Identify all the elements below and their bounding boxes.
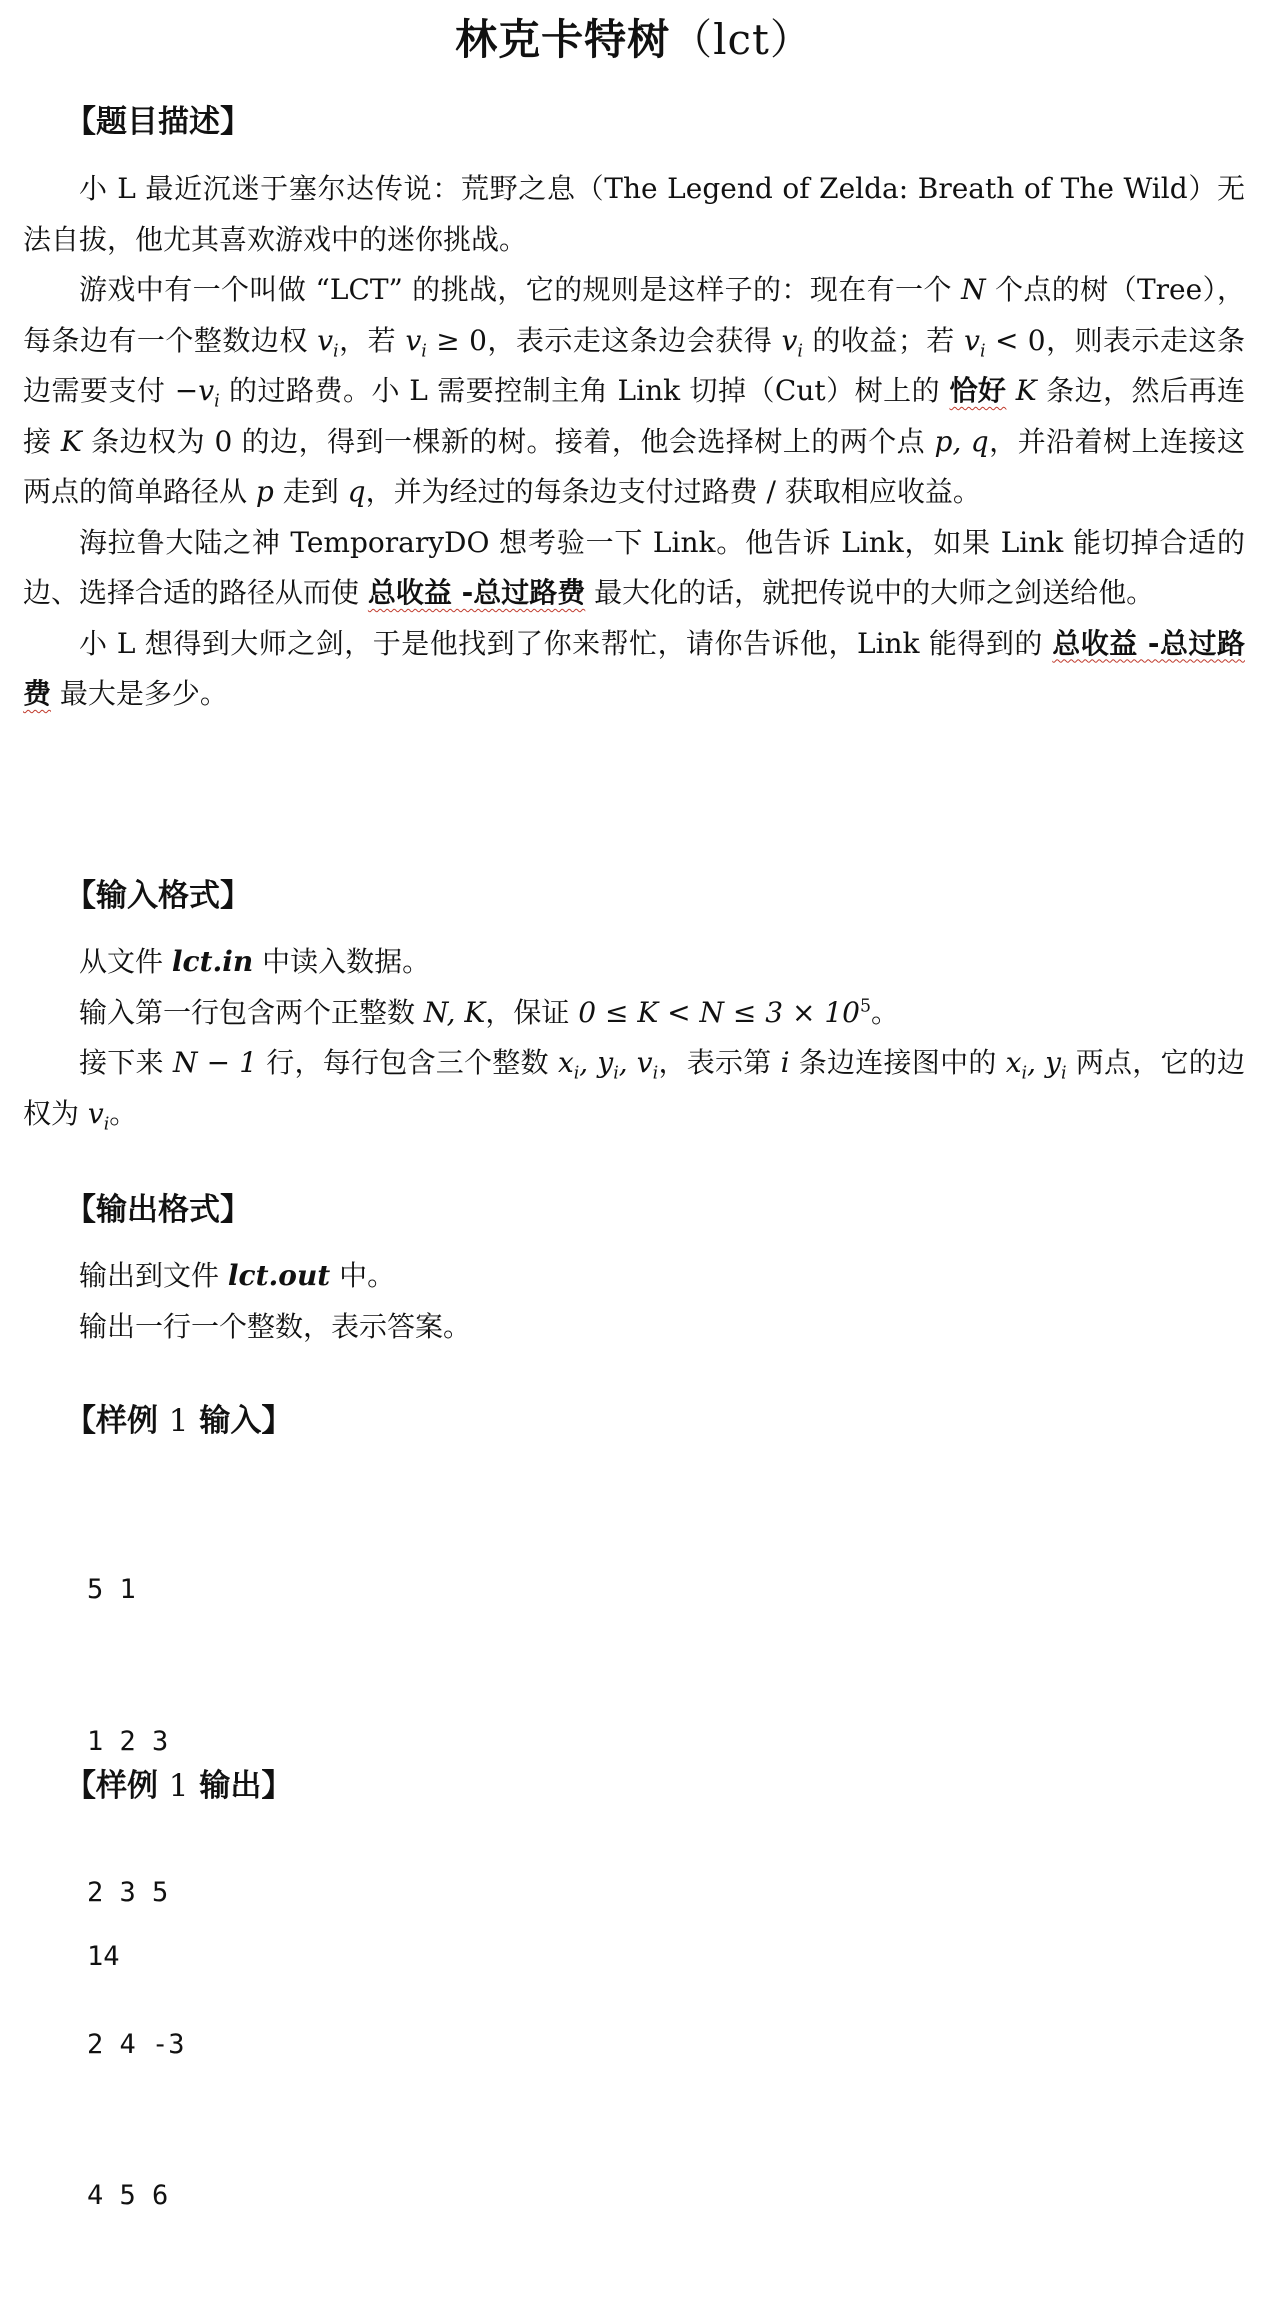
description-paragraph-1: 小 L 最近沉迷于塞尔达传说：荒野之息（The Legend of Zelda: Breath of The Wild）无法自拔，他尤其喜欢游戏中的迷你挑战。 xyxy=(23,172,1245,256)
output-format-body xyxy=(23,1251,1245,1352)
description-body xyxy=(23,164,1245,720)
output-line-1: 输出到文件 lct.out 中。 xyxy=(79,1259,396,1292)
sample-output-block xyxy=(87,1831,152,2084)
input-format-body xyxy=(23,937,1245,1139)
heading-sample-input: 【样例 1 输入】 xyxy=(65,1403,293,1439)
description-paragraph-2: 游戏中有一个叫做 “LCT” 的挑战，它的规则是这样子的：现在有一个 N 个点的树（Tree），每条边有一个整数边权 $v_i$，若 $v_i \ge 0$，表示走这条边会获得 $v_i$ 的收益；若 $v_i < 0$，则表示走这条边需要支付 $-v_i$ 的过路费。小 L 需要控制主角 Link 切掉（Cut）树上的 恰好 K 条边，然后再连接 K 条边权为 0 的边，得到一棵新的树。接着，他会选择树上的两个点 p, q，并沿着树上连接这两点的简单路径从 p 走到 q，并为经过的每条边支付过路费 / 获取相应收益。 xyxy=(23,273,1245,508)
sample-input-line: 1 2 3 xyxy=(87,1725,169,1757)
sample-input-line: 5 1 xyxy=(87,1574,136,1605)
input-line-2: 输入第一行包含两个正整数 N, K，保证 $0 \le K < N \le 3 \times 10^5$。 xyxy=(79,995,900,1029)
sample-output-line: 14 xyxy=(87,1941,120,1972)
objective-emphasis: 总收益 -总过路费 xyxy=(367,576,586,609)
output-filename: lct.out xyxy=(227,1259,331,1292)
input-line-1: 从文件 lct.in 中读入数据。 xyxy=(79,945,431,978)
description-paragraph-4: 小 L 想得到大师之剑，于是他找到了你来帮忙，请你告诉他，Link 能得到的 总收益 -总过路费 最大是多少。 xyxy=(23,626,1245,710)
sample-input-line: 2 3 5 xyxy=(87,1877,169,1908)
input-filename: lct.in xyxy=(171,945,254,978)
title-latin: （lct） xyxy=(670,15,813,64)
output-line-2: 输出一行一个整数，表示答案。 xyxy=(79,1309,472,1343)
heading-input-format: 【输入格式】 xyxy=(65,878,251,914)
heading-output-format: 【输出格式】 xyxy=(65,1192,251,1228)
heading-sample-output: 【样例 1 输出】 xyxy=(65,1768,293,1804)
input-line-3: 接下来 N − 1 行，每行包含三个整数 $x_i$, $y_i$, $v_i$，表示第 i 条边连接图中的 $x_i$, $y_i$ 两点，它的边权为 $v_i$。 xyxy=(23,1046,1246,1135)
page-title xyxy=(0,10,1268,70)
sample-input-line: 4 5 6 xyxy=(87,2180,169,2211)
title-chinese: 林克卡特树 xyxy=(455,15,671,64)
objective-emphasis-2: 总收益 -总过路费 xyxy=(23,626,1245,710)
description-paragraph-3: 海拉鲁大陆之神 TemporaryDO 想考验一下 Link。他告诉 Link，如果 Link 能切掉合适的边、选择合适的路径从而使 总收益 -总过路费 最大化的话，就把传说中的大师之剑送给他。 xyxy=(23,525,1245,609)
heading-description: 【题目描述】 xyxy=(65,104,251,140)
sample-input-line: 2 4 -3 xyxy=(87,2028,185,2060)
exact-emphasis: 恰好 xyxy=(949,374,1007,407)
